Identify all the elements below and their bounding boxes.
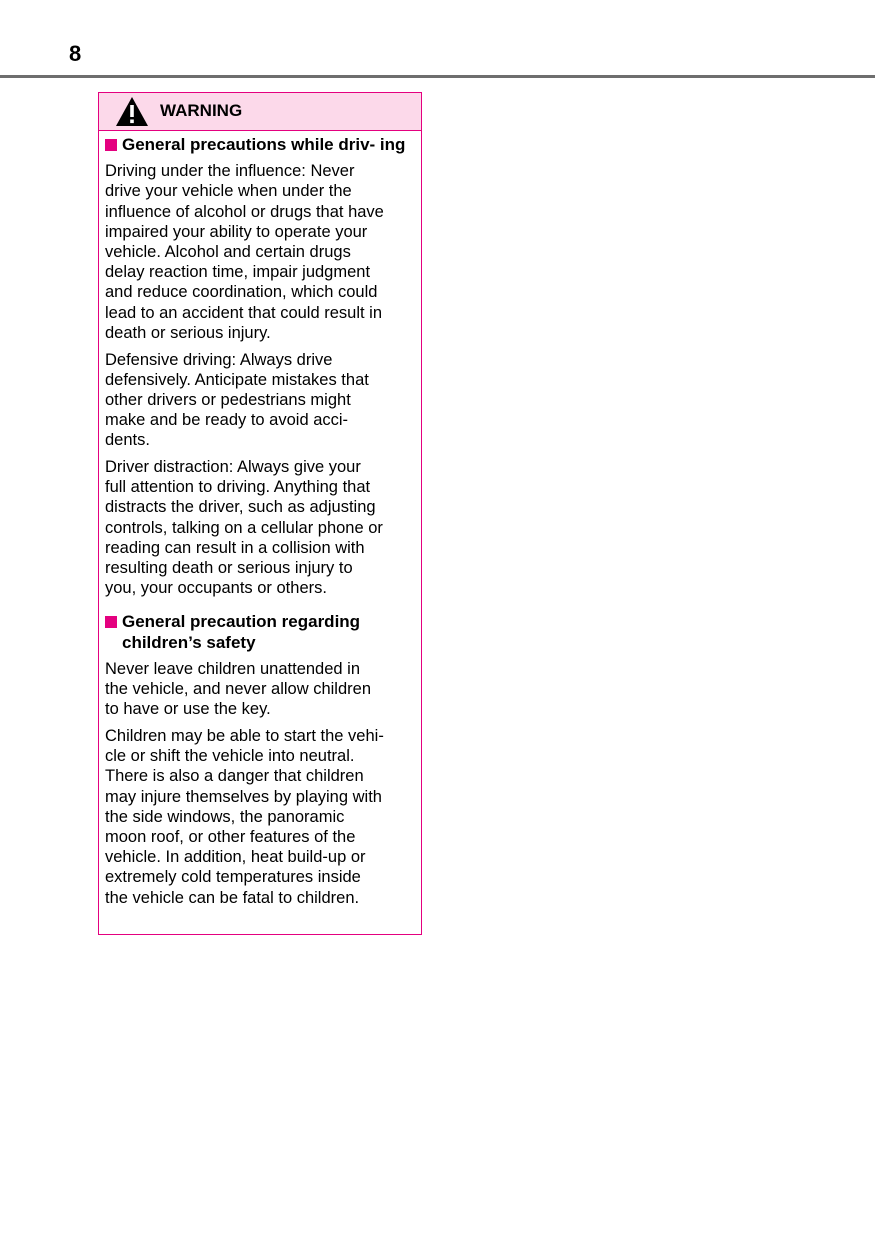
warning-box bbox=[98, 92, 422, 935]
paragraph-children-unattended: Never leave children unattended in the vehicle, and never allow children to have or use the key. bbox=[105, 659, 371, 719]
section-children-safety bbox=[105, 612, 411, 907]
square-bullet-icon bbox=[105, 139, 117, 151]
section-heading-text: General precautions while driv- ing bbox=[122, 135, 406, 154]
header-rule bbox=[0, 75, 875, 78]
paragraph-driver-distraction: Driver distraction: Always give your full attention to driving. Anything that distracts the driver, such as adjusting controls, talking on a cellular phone or reading can result in a collision with resulting death or serious injury to you, your occupants or others. bbox=[105, 458, 383, 598]
warning-body bbox=[99, 131, 421, 908]
paragraph-driving-influence: Driving under the influence: Never drive your vehicle when under the influence of alcohol or drugs that have impaired your ability to operate your vehicle. Alcohol and certain drugs delay reaction time, impair judgment and reduce coordination, which could lead to an accident that could result in death or serious injury. bbox=[105, 162, 384, 342]
square-bullet-icon bbox=[105, 616, 117, 628]
paragraph-defensive-driving: Defensive driving: Always drive defensively. Anticipate mistakes that other drivers or pedestrians might make and be ready to avoid acci- dents. bbox=[105, 350, 369, 450]
section-heading bbox=[105, 612, 411, 652]
section-heading-text: General precaution regarding children’s safety bbox=[122, 612, 361, 652]
section-driving-precautions bbox=[105, 135, 411, 598]
warning-title: WARNING bbox=[160, 101, 243, 120]
page-number: 8 bbox=[69, 41, 82, 66]
section-heading bbox=[105, 135, 411, 155]
warning-triangle-icon bbox=[115, 96, 149, 127]
warning-header bbox=[99, 93, 421, 131]
paragraph-children-dangers: Children may be able to start the vehi- cle or shift the vehicle into neutral. There is also a danger that children may injure themselves by playing with the side windows, the panoramic moon roof, or other features of the vehicle. In addition, heat build-up or extremely cold temperatures inside the vehicle can be fatal to children. bbox=[105, 726, 384, 907]
